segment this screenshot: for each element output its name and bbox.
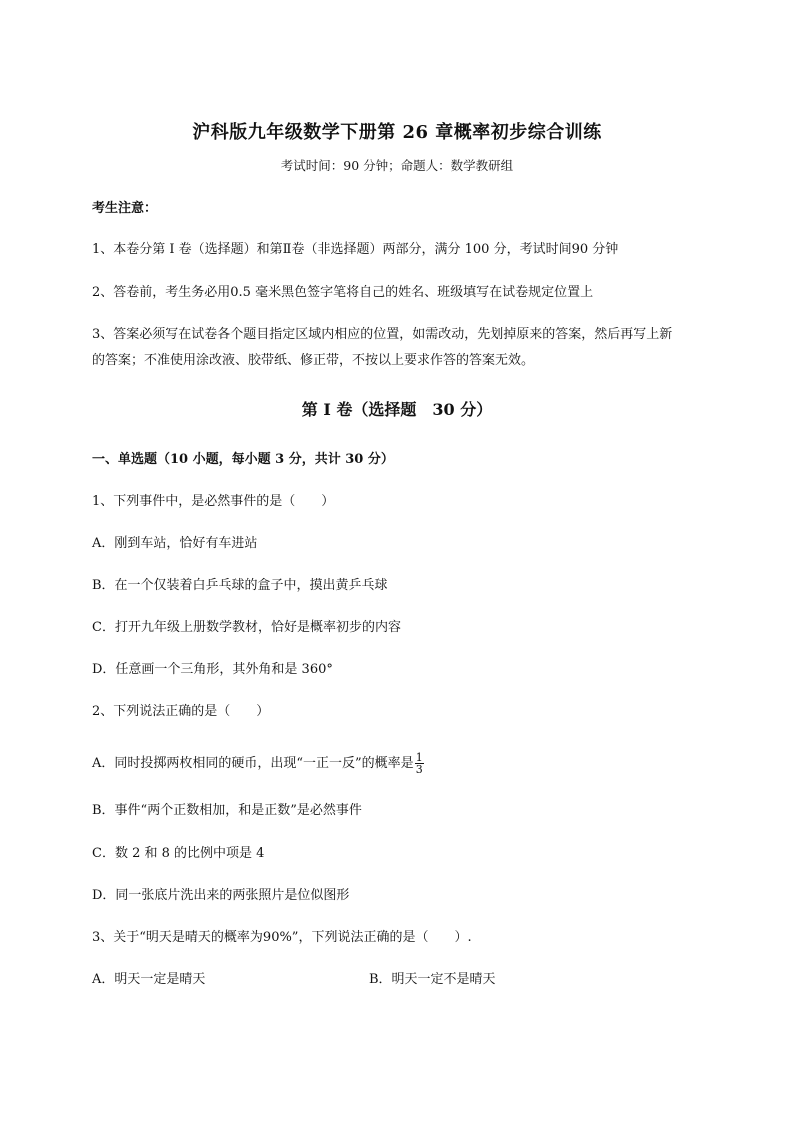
exam-info: 考试时间：90 分钟；命题人：数学教研组 <box>280 158 514 173</box>
fraction-numerator: 1 <box>415 751 423 764</box>
fraction-denominator: 3 <box>415 763 423 776</box>
question-2-option-c: C．数 2 和 8 的比例中项是 4 <box>92 846 265 861</box>
notice-item-2: 2、答卷前，考生务必用0.5 毫米黑色签字笔将自己的姓名、班级填写在试卷规定位置上 <box>92 285 594 300</box>
notice-item-3: 3、答案必须写在试卷各个题目指定区域内相应的位置，如需改动，先划掉原来的答案，然后再写上新 <box>92 327 673 342</box>
notice-item-3-cont: 的答案；不准使用涂改液、胶带纸、修正带，不按以上要求作答的答案无效。 <box>92 353 535 368</box>
section-heading: 一、单选题（10 小题，每小题 3 分，共计 30 分） <box>92 452 394 467</box>
notice-item-1: 1、本卷分第 I 卷（选择题）和第Ⅱ卷（非选择题）两部分，满分 100 分，考试时间90 分钟 <box>92 242 619 257</box>
question-2-option-d: D．同一张底片洗出来的两张照片是位似图形 <box>92 888 350 903</box>
question-3-stem: 3、关于“明天是晴天的概率为90%”，下列说法正确的是（ ）. <box>92 930 472 945</box>
question-2-option-a-text: A．同时投掷两枚相同的硬币，出现“一正一反”的概率是 <box>92 756 414 771</box>
question-1-stem: 1、下列事件中，是必然事件的是（ ） <box>92 494 335 509</box>
document-title: 沪科版九年级数学下册第 26 章概率初步综合训练 <box>192 122 602 143</box>
fraction <box>415 752 424 775</box>
question-2-stem: 2、下列说法正确的是（ ） <box>92 704 270 719</box>
question-2-option-b: B．事件“两个正数相加，和是正数”是必然事件 <box>92 803 362 818</box>
notice-heading: 考生注意： <box>92 201 158 216</box>
question-3-option-b: B．明天一定不是晴天 <box>369 972 496 987</box>
question-1-option-b: B．在一个仅装着白乒乓球的盒子中，摸出黄乒乓球 <box>92 578 388 593</box>
question-1-option-a: A．刚到车站，恰好有车进站 <box>92 536 258 551</box>
question-3-option-a: A．明天一定是晴天 <box>92 972 206 987</box>
question-1-option-c: C．打开九年级上册数学教材，恰好是概率初步的内容 <box>92 620 401 635</box>
question-1-option-d: D．任意画一个三角形，其外角和是 360° <box>92 662 333 677</box>
part-1-title: 第 I 卷（选择题 30 分） <box>301 400 493 419</box>
question-2-option-a <box>92 752 424 775</box>
